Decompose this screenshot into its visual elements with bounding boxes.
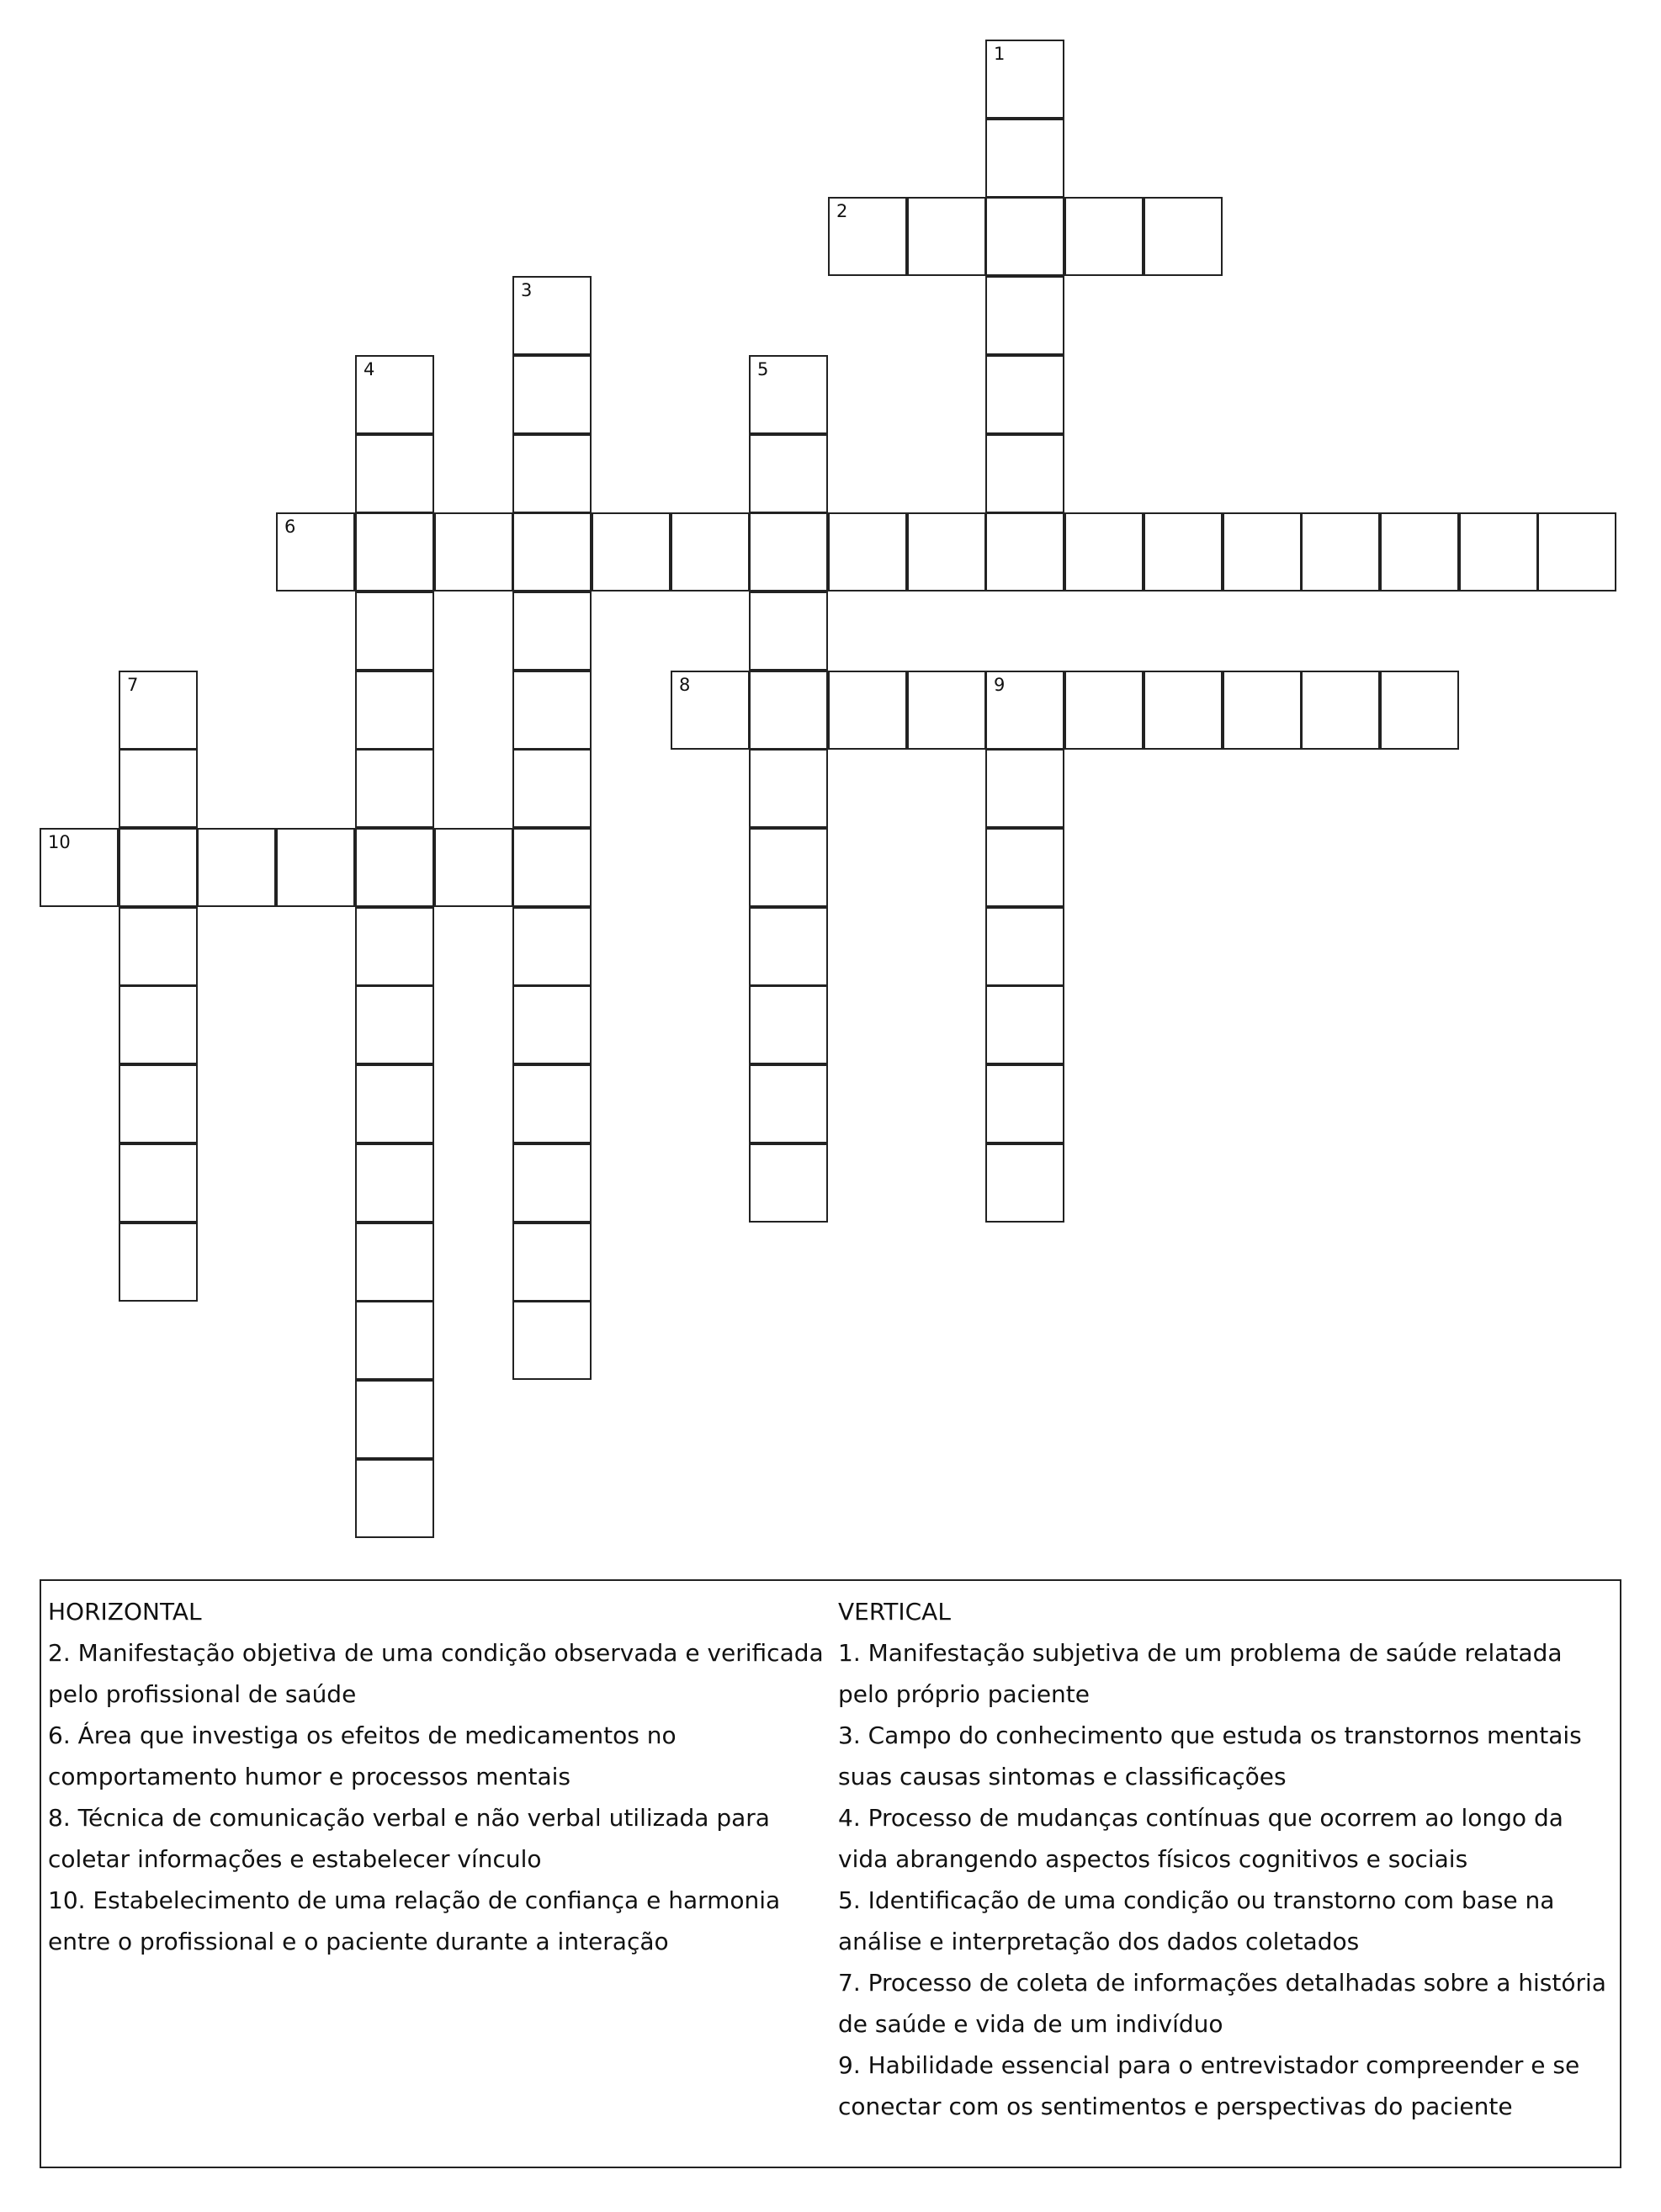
grid-cell[interactable] (512, 985, 592, 1064)
grid-cell[interactable] (749, 434, 828, 513)
grid-cell[interactable] (671, 671, 750, 750)
grid-cell[interactable] (355, 828, 434, 907)
grid-cell[interactable] (749, 828, 828, 907)
grid-cell[interactable] (512, 671, 592, 750)
grid-cell[interactable] (985, 985, 1064, 1064)
grid-cell[interactable] (592, 512, 671, 591)
grid-cell[interactable] (119, 828, 198, 907)
grid-cell[interactable] (985, 512, 1064, 591)
grid-cell[interactable] (1223, 512, 1302, 591)
clue-number-6: 6 (284, 517, 296, 537)
grid-cell[interactable] (1459, 512, 1538, 591)
grid-cell[interactable] (512, 512, 592, 591)
grid-cell[interactable] (355, 985, 434, 1064)
grid-cell[interactable] (355, 1223, 434, 1302)
grid-cell[interactable] (985, 907, 1064, 986)
grid-cell[interactable] (355, 907, 434, 986)
clue-down-5: 5. Identificação de uma condição ou transtorno com base na análise e interpretação dos dados coletados (838, 1886, 1555, 1955)
grid-cell[interactable] (119, 1143, 198, 1223)
grid-cell[interactable] (434, 828, 513, 907)
clue-number-9: 9 (994, 675, 1006, 695)
clue-number-8: 8 (679, 675, 691, 695)
grid-cell[interactable] (512, 276, 592, 355)
grid-cell[interactable] (671, 512, 750, 591)
grid-cell[interactable] (985, 749, 1064, 828)
grid-cell[interactable] (1301, 671, 1380, 750)
grid-cell[interactable] (355, 671, 434, 750)
grid-cell[interactable] (355, 355, 434, 434)
grid-cell[interactable] (1144, 197, 1223, 276)
grid-cell[interactable] (119, 1223, 198, 1302)
grid-cell[interactable] (276, 512, 355, 591)
clue-down-3: 3. Campo do conhecimento que estuda os transtornos mentais suas causas sintomas e classificações (838, 1721, 1582, 1790)
grid-cell[interactable] (512, 355, 592, 434)
grid-cell[interactable] (1144, 512, 1223, 591)
clue-number-7: 7 (127, 675, 139, 695)
vertical-heading: VERTICAL (838, 1598, 951, 1626)
grid-cell[interactable] (828, 671, 907, 750)
grid-cell[interactable] (1380, 671, 1459, 750)
grid-cell[interactable] (749, 1143, 828, 1223)
grid-cell[interactable] (985, 434, 1064, 513)
grid-cell[interactable] (512, 828, 592, 907)
grid-cell[interactable] (749, 749, 828, 828)
clue-number-10: 10 (48, 832, 71, 852)
grid-cell[interactable] (985, 197, 1064, 276)
grid-cell[interactable] (1144, 671, 1223, 750)
grid-cell[interactable] (749, 985, 828, 1064)
grid-cell[interactable] (828, 197, 907, 276)
grid-cell[interactable] (749, 1064, 828, 1143)
grid-cell[interactable] (119, 671, 198, 750)
grid-cell[interactable] (985, 1143, 1064, 1223)
clue-down-9: 9. Habilidade essencial para o entrevistador compreender e se conectar com os sentimentos e perspectivas do paciente (838, 2051, 1580, 2120)
horizontal-clues (48, 1591, 847, 1962)
grid-cell[interactable] (512, 907, 592, 986)
grid-cell[interactable] (749, 591, 828, 671)
grid-cell[interactable] (907, 512, 986, 591)
grid-cell[interactable] (1380, 512, 1459, 591)
grid-cell[interactable] (1064, 512, 1144, 591)
grid-cell[interactable] (119, 1064, 198, 1143)
grid-cell[interactable] (355, 1380, 434, 1459)
grid-cell[interactable] (119, 907, 198, 986)
grid-cell[interactable] (434, 512, 513, 591)
grid-cell[interactable] (985, 1064, 1064, 1143)
grid-cell[interactable] (276, 828, 355, 907)
clue-number-5: 5 (757, 359, 769, 379)
grid-cell[interactable] (512, 434, 592, 513)
clue-number-2: 2 (836, 201, 848, 221)
grid-cell[interactable] (512, 1223, 592, 1302)
grid-cell[interactable] (907, 197, 986, 276)
clue-across-6: 6. Área que investiga os efeitos de medicamentos no comportamento humor e processos mentais (48, 1721, 677, 1790)
grid-cell[interactable] (512, 1064, 592, 1143)
grid-cell[interactable] (1064, 671, 1144, 750)
grid-cell[interactable] (1064, 197, 1144, 276)
clue-number-1: 1 (994, 44, 1006, 64)
grid-cell[interactable] (985, 828, 1064, 907)
grid-cell[interactable] (828, 512, 907, 591)
grid-cell[interactable] (985, 119, 1064, 198)
clue-down-7: 7. Processo de coleta de informações detalhadas sobre a história de saúde e vida de um indivíduo (838, 1969, 1606, 2038)
grid-cell[interactable] (40, 828, 119, 907)
grid-cell[interactable] (197, 828, 276, 907)
grid-cell[interactable] (985, 40, 1064, 119)
clue-number-3: 3 (521, 280, 533, 300)
grid-cell[interactable] (1223, 671, 1302, 750)
grid-cell[interactable] (119, 985, 198, 1064)
grid-cell[interactable] (1537, 512, 1616, 591)
grid-cell[interactable] (907, 671, 986, 750)
grid-cell[interactable] (749, 355, 828, 434)
grid-cell[interactable] (749, 671, 828, 750)
grid-cell[interactable] (985, 355, 1064, 434)
grid-cell[interactable] (512, 591, 592, 671)
grid-cell[interactable] (1301, 512, 1380, 591)
grid-cell[interactable] (119, 749, 198, 828)
grid-cell[interactable] (749, 907, 828, 986)
grid-cell[interactable] (355, 1301, 434, 1380)
grid-cell[interactable] (749, 512, 828, 591)
grid-cell[interactable] (355, 1459, 434, 1538)
clue-number-4: 4 (364, 359, 375, 379)
grid-cell[interactable] (355, 749, 434, 828)
clue-across-8: 8. Técnica de comunicação verbal e não verbal utilizada para coletar informações e estabelecer vínculo (48, 1804, 770, 1873)
grid-cell[interactable] (355, 1064, 434, 1143)
grid-cell[interactable] (355, 512, 434, 591)
clue-down-4: 4. Processo de mudanças contínuas que ocorrem ao longo da vida abrangendo aspectos físicos cognitivos e sociais (838, 1804, 1563, 1873)
grid-cell[interactable] (355, 434, 434, 513)
clue-down-1: 1. Manifestação subjetiva de um problema de saúde relatada pelo próprio paciente (838, 1639, 1563, 1708)
horizontal-heading: HORIZONTAL (48, 1598, 202, 1626)
grid-cell[interactable] (512, 749, 592, 828)
grid-cell[interactable] (355, 591, 434, 671)
grid-cell[interactable] (355, 1143, 434, 1223)
grid-cell[interactable] (985, 671, 1064, 750)
clue-across-10: 10. Estabelecimento de uma relação de confiança e harmonia entre o profissional e o paciente durante a interação (48, 1886, 781, 1955)
grid-cell[interactable] (985, 276, 1064, 355)
vertical-clues (838, 1591, 1612, 2127)
clue-across-2: 2. Manifestação objetiva de uma condição observada e verificada pelo profissional de saúde (48, 1639, 824, 1708)
grid-cell[interactable] (512, 1301, 592, 1380)
clues-box (40, 1579, 1621, 2168)
grid-cell[interactable] (512, 1143, 592, 1223)
